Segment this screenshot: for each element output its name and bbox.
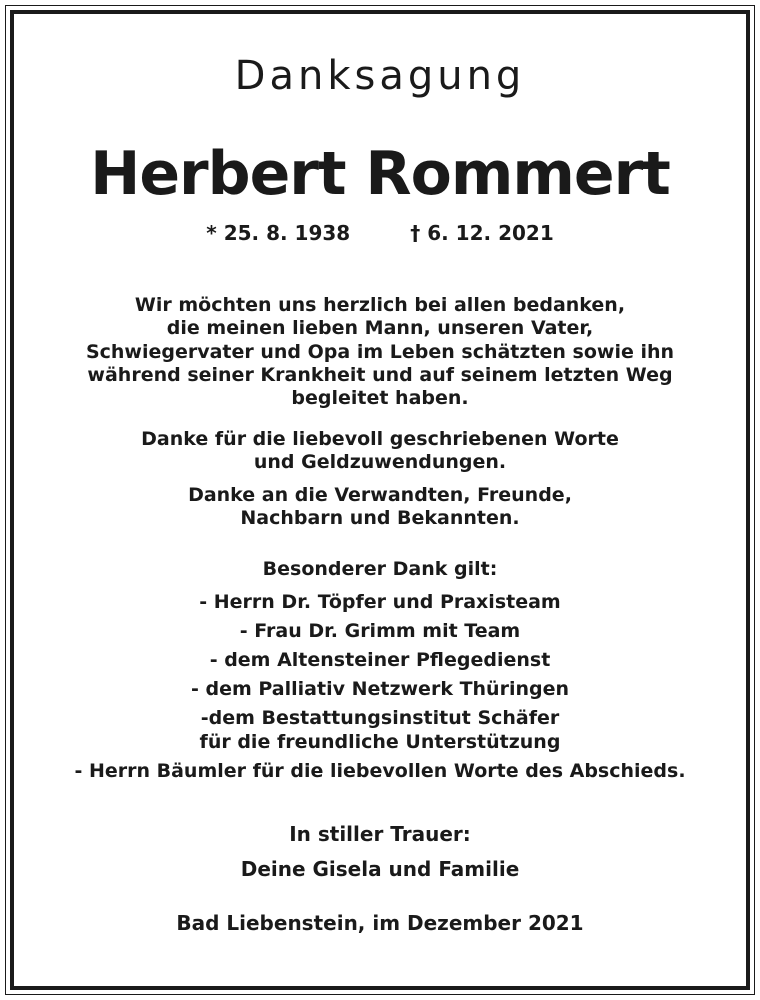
thanks-words-line: Danke für die liebevoll geschriebenen Worte <box>141 428 619 450</box>
list-item: - Frau Dr. Grimm mit Team <box>239 620 521 642</box>
thanks-line: während seiner Krankheit und auf seinem letzten Weg <box>87 363 673 386</box>
thanks-words-paragraph <box>18 428 742 475</box>
thanks-paragraph <box>18 294 742 410</box>
thanks-line: Schwiegervater und Opa im Leben schätzten sowie ihn <box>85 340 675 363</box>
deceased-name: Herbert Rommert <box>90 139 670 209</box>
signature-line: Deine Gisela und Familie <box>240 857 520 881</box>
list-item: - Herrn Dr. Töpfer und Praxisteam <box>199 591 561 613</box>
thanks-words-line: und Geldzuwendungen. <box>253 451 507 474</box>
place-date: Bad Liebenstein, im Dezember 2021 <box>176 911 584 935</box>
list-item: für die freundliche Unterstützung <box>199 730 561 753</box>
thanks-relatives-line: Nachbarn und Bekannten. <box>240 507 520 530</box>
list-item: - Herrn Bäumler für die liebevollen Worte des Abschieds. <box>74 759 686 782</box>
birth-date: * 25. 8. 1938 <box>206 221 351 245</box>
list-item: -dem Bestattungsinstitut Schäfer <box>200 707 560 729</box>
death-date: † 6. 12. 2021 <box>410 221 554 245</box>
thanks-line: Wir möchten uns herzlich bei allen bedanken, <box>134 294 626 316</box>
thanks-line: begleitet haben. <box>291 387 469 410</box>
special-thanks-list <box>18 589 742 787</box>
list-item: - dem Palliativ Netzwerk Thüringen <box>190 678 569 700</box>
thanks-relatives-line: Danke an die Verwandten, Freunde, <box>188 484 572 506</box>
thanks-relatives-paragraph <box>18 484 742 531</box>
special-thanks-title: Besonderer Dank gilt: <box>262 558 498 580</box>
notice-heading: Danksagung <box>234 53 526 99</box>
list-item: - dem Altensteiner Pflegedienst <box>209 649 551 671</box>
life-dates <box>18 219 742 247</box>
thanks-line: die meinen lieben Mann, unseren Vater, <box>166 317 594 340</box>
mourning-line: In stiller Trauer: <box>289 822 471 846</box>
